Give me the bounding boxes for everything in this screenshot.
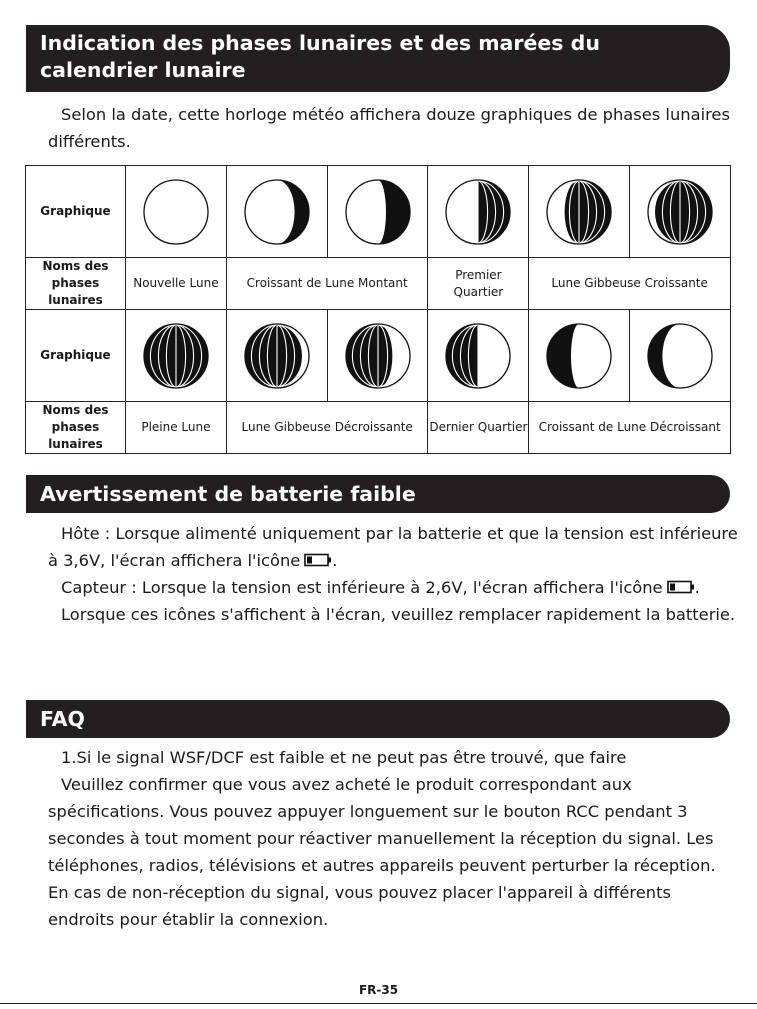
moon-cell (428, 310, 529, 402)
phase-name: Premier Quartier (428, 258, 529, 310)
moon-waxing-gibbous-1-icon (544, 177, 614, 247)
moon-cell (126, 310, 227, 402)
phase-name: Pleine Lune (126, 402, 227, 454)
moon-waning-crescent-1-icon (544, 321, 614, 391)
sentence-period: . (332, 551, 338, 570)
phase-name: Croissant de Lune Décroissant (529, 402, 731, 454)
moon-cell (226, 166, 327, 258)
moon-last-quarter-icon (443, 321, 513, 391)
battery-low-icon (304, 553, 332, 567)
section-title-low-battery: Avertissement de batterie faible (26, 475, 730, 513)
moon-full-icon (141, 321, 211, 391)
graphic-row-top (26, 166, 731, 258)
moon-waxing-crescent-2-icon (343, 177, 413, 247)
moon-waning-gibbous-1-icon (242, 321, 312, 391)
host-battery-text (48, 520, 738, 574)
moon-waning-gibbous-2-icon (343, 321, 413, 391)
row-label-graphic: Graphique (26, 310, 126, 402)
section-title-moon-phases: Indication des phases lunaires et des marées du calendrier lunaire (26, 25, 730, 92)
moon-waxing-gibbous-2-icon (645, 177, 715, 247)
row-label-names: Noms des phases lunaires (26, 258, 126, 310)
battery-low-icon (667, 580, 695, 594)
section-title-faq: FAQ (26, 700, 730, 738)
names-row-bottom (26, 402, 731, 454)
moon-first-quarter-icon (443, 177, 513, 247)
sensor-battery-text (48, 574, 738, 601)
moon-cell (630, 310, 731, 402)
row-label-names: Noms des phases lunaires (26, 402, 126, 454)
moon-cell (327, 310, 428, 402)
moon-new-icon (141, 177, 211, 247)
faq-question: 1.Si le signal WSF/DCF est faible et ne peut pas être trouvé, que faire (61, 748, 627, 767)
moon-waxing-crescent-1-icon (242, 177, 312, 247)
moon-phase-table (25, 165, 731, 454)
phase-name: Croissant de Lune Montant (226, 258, 428, 310)
footer-divider (0, 1003, 757, 1004)
phase-name: Nouvelle Lune (126, 258, 227, 310)
moon-cell (226, 310, 327, 402)
moon-cell (126, 166, 227, 258)
host-battery-sentence: Hôte : Lorsque alimenté uniquement par la batterie et que la tension est inférieure à 3,6V, l'écran affichera l'icône (48, 524, 738, 570)
moon-waning-crescent-2-icon (645, 321, 715, 391)
moon-phase-intro: Selon la date, cette horloge météo affichera douze graphiques de phases lunaires différents. (48, 105, 730, 151)
moon-cell (327, 166, 428, 258)
replace-battery-text: Lorsque ces icônes s'affichent à l'écran, veuillez remplacer rapidement la batterie. (61, 605, 736, 624)
phase-name: Lune Gibbeuse Croissante (529, 258, 731, 310)
row-label-graphic: Graphique (26, 166, 126, 258)
faq-answer: Veuillez confirmer que vous avez acheté le produit correspondant aux spécifications. Vous pouvez appuyer longuement sur le bouton RCC pendant 3 secondes à tout moment pour réactiver manuellement la réception du signal. Les téléphones, radios, télévisions et autres appareils peuvent perturber la réception. En cas de non-réception du signal, vous pouvez placer l'appareil à différents endroits pour établir la connexion. (48, 775, 716, 929)
phase-name: Dernier Quartier (428, 402, 529, 454)
sentence-period: . (694, 578, 700, 597)
moon-cell (529, 310, 630, 402)
moon-cell (529, 166, 630, 258)
page-number: FR-35 (358, 983, 399, 997)
names-row-top (26, 258, 731, 310)
moon-cell (428, 166, 529, 258)
phase-name: Lune Gibbeuse Décroissante (226, 402, 428, 454)
moon-cell (630, 166, 731, 258)
graphic-row-bottom (26, 310, 731, 402)
sensor-battery-sentence: Capteur : Lorsque la tension est inférieure à 2,6V, l'écran affichera l'icône (61, 578, 663, 597)
